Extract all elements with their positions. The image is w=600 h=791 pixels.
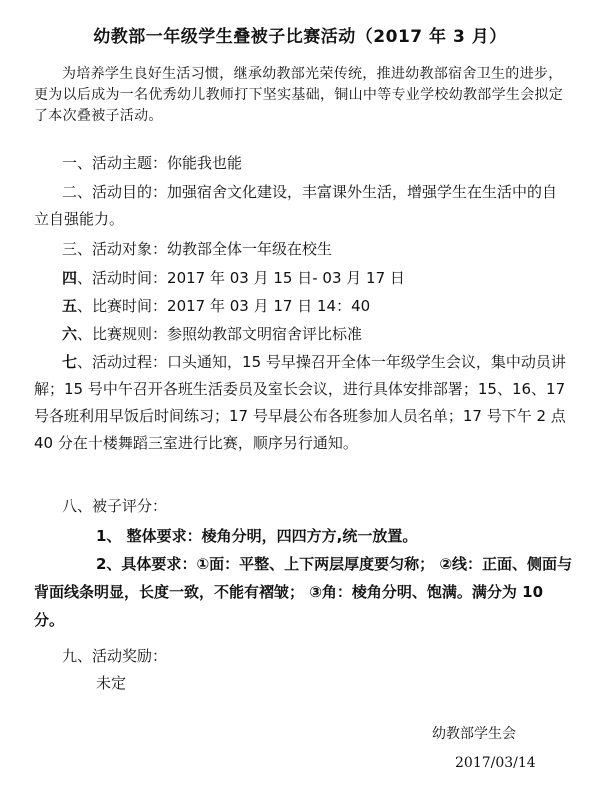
section-target-text: 幼教部全体一年级在校生 xyxy=(167,240,333,258)
document-title: 幼教部一年级学生叠被子比赛活动（2017 年 3 月） xyxy=(93,27,507,47)
rule-detail: 2、具体要求：①面：平整、上下两层厚度要匀称； ②线：正面、侧面与背面线条明显，长度一致，不能有褶皱； ③角：棱角分明、饱满。满分为 10 分。 xyxy=(34,555,573,629)
section-process-head: 、活动过程： xyxy=(77,353,168,371)
section-rules xyxy=(34,321,568,348)
section-contest-time xyxy=(34,293,568,320)
section-purpose-head: 二、活动目的： xyxy=(62,183,168,201)
section-process xyxy=(34,349,568,457)
section-target xyxy=(34,236,568,263)
section-target-head: 三、活动对象： xyxy=(62,240,168,258)
section-purpose xyxy=(34,179,568,233)
document-date: 2017/03/14 xyxy=(455,755,536,771)
intro-paragraph: 为培养学生良好生活习惯，继承幼教部光荣传统，推进幼教部宿舍卫生的进步，更为以后成为一名优秀幼儿教师打下坚实基础，铜山中等专业学校幼教部学生会拟定了本次叠被子活动。 xyxy=(34,66,564,124)
signature: 幼教部学生会 xyxy=(432,726,516,742)
section-activity-time xyxy=(34,265,568,292)
scoring-rules xyxy=(34,522,574,634)
rule-overall: 1、 整体要求：棱角分明，四四方方,统一放置。 xyxy=(96,527,418,545)
section-activity-time-num: 四 xyxy=(62,269,78,287)
section-theme-head: 一、活动主题： xyxy=(62,154,168,172)
section-theme xyxy=(34,150,568,177)
section-purpose-text: 加强宿舍文化建设，丰富课外生活，增强学生在生活中的自立自强能力。 xyxy=(34,183,558,228)
section-process-text: 口头通知，15 号早操召开全体一年级学生会议，集中动员讲解；15 号中午召开各班生活委员及室长会议，进行具体安排部署；15、16、17 号各班利用早饭后时间练习；17 号早晨公布各班参加人员名单；17 号下午 2 点 40 分在十楼舞蹈三室进行比赛，顺序另行通知。 xyxy=(34,353,566,452)
section-rules-num: 六 xyxy=(62,325,78,343)
section-process-num: 七 xyxy=(62,353,78,371)
section-scoring xyxy=(34,493,568,520)
section-contest-time-text: 2017 年 03 月 17 日 14：40 xyxy=(167,297,371,315)
section-activity-time-head: 、活动时间： xyxy=(77,269,168,287)
section-contest-time-head: 、比赛时间： xyxy=(77,297,168,315)
section-rules-text: 参照幼教部文明宿舍评比标准 xyxy=(167,325,363,343)
section-theme-text: 你能我也能 xyxy=(167,154,243,172)
section-reward xyxy=(34,643,568,697)
section-reward-head: 九、活动奖励： xyxy=(62,647,168,665)
section-reward-text: 未定 xyxy=(96,674,127,692)
section-rules-head: 、比赛规则： xyxy=(77,325,168,343)
section-activity-time-text: 2017 年 03 月 15 日- 03 月 17 日 xyxy=(167,269,405,287)
section-scoring-head: 八、被子评分： xyxy=(62,497,168,515)
section-contest-time-num: 五 xyxy=(62,297,78,315)
